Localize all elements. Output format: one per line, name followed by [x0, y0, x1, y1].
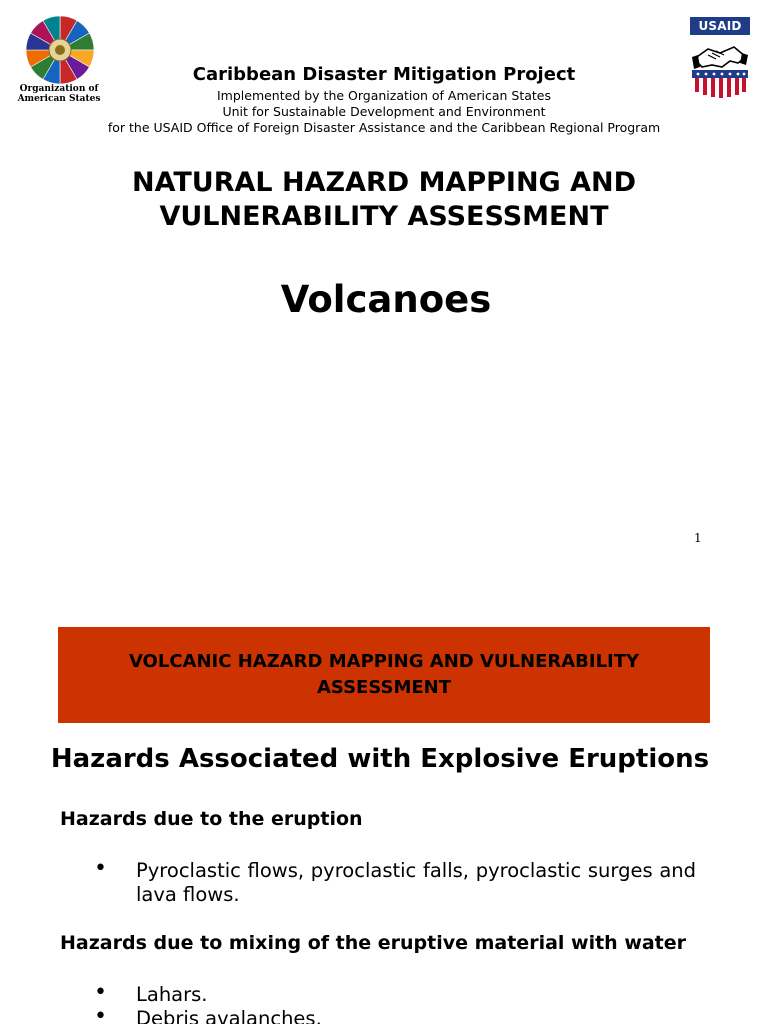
group-heading: Hazards due to the eruption [60, 808, 363, 830]
section-banner [58, 627, 710, 723]
sponsor-line: for the USAID Office of Foreign Disaster Assistance and the Caribbean Regional Program [107, 120, 661, 135]
section-heading: Hazards Associated with Explosive Eruptions [50, 744, 710, 774]
banner-text [94, 649, 674, 701]
slide-subject: Volcanoes [280, 278, 492, 321]
slide-title [60, 166, 708, 234]
list-item [0, 982, 768, 1008]
project-title: Caribbean Disaster Mitigation Project [192, 64, 576, 85]
implementer-line: Implemented by the Organization of American States [216, 88, 551, 103]
bullet-icon: • [94, 856, 107, 881]
bullet-icon: • [94, 1006, 107, 1024]
usaid-wordmark: USAID [690, 17, 750, 35]
unit-line: Unit for Sustainable Development and Environment [222, 104, 546, 119]
usaid-logo [690, 17, 750, 99]
banner-line2: ASSESSMENT [316, 677, 451, 698]
list-item-text: Pyroclastic flows, pyroclastic falls, pyroclastic surges and lava flows. [136, 859, 696, 906]
list-item [0, 858, 768, 910]
oas-caption-line2: American States [17, 94, 101, 104]
slide-title-line1: NATURAL HAZARD MAPPING AND [131, 167, 637, 198]
list-item [0, 1006, 768, 1024]
page-number: 1 [694, 531, 702, 545]
list-item-text: Lahars. [136, 983, 208, 1006]
oas-caption-line1: Organization of [19, 84, 99, 94]
slide-title-line2: VULNERABILITY ASSESSMENT [159, 201, 609, 232]
bullet-icon: • [94, 980, 107, 1005]
list-item-text: Debris avalanches. [136, 1007, 322, 1024]
banner-line1: VOLCANIC HAZARD MAPPING AND VULNERABILITY [128, 651, 640, 672]
group-heading: Hazards due to mixing of the eruptive material with water [60, 932, 687, 954]
